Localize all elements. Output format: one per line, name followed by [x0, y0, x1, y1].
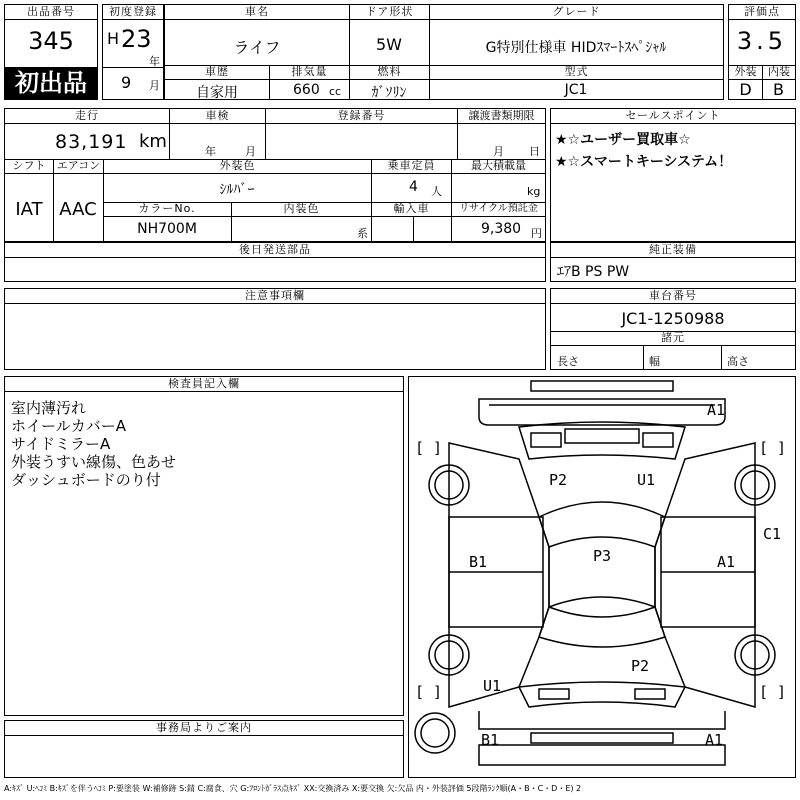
color-no-label: カラーNo.	[103, 202, 231, 217]
car-name-label: 車名	[165, 5, 349, 20]
damage-mark: U1	[483, 677, 502, 695]
shift-value: IAT	[15, 199, 43, 220]
genuine-equipment-value: ｴｱB PS PW	[557, 264, 630, 280]
grade-label: グレード	[429, 5, 723, 20]
damage-mark: A1	[707, 401, 726, 419]
height-label: 高さ	[727, 355, 749, 368]
inspector-line: ホイールカバーA	[11, 417, 126, 435]
ac-label: エアコン	[53, 159, 103, 174]
history-value: 自家用	[196, 85, 238, 101]
int-color-label: 内装色	[231, 202, 371, 217]
office-label: 事務局よりご案内	[5, 721, 403, 736]
damage-mark: C1	[763, 525, 782, 543]
reg-month-unit: 月	[149, 79, 160, 92]
inspector-line: サイドミラーA	[11, 435, 111, 453]
displacement-value: 660	[293, 82, 320, 98]
recycle-unit: 円	[531, 227, 542, 240]
inspection-label: 車検	[169, 109, 265, 124]
notes-box	[4, 288, 546, 370]
recycle-label: リサイクル預託金	[451, 202, 545, 217]
genuine-equipment-box	[550, 242, 796, 282]
chassis-box	[550, 288, 796, 370]
door-label: ドア形状	[349, 5, 429, 20]
inspector-line: 外装うすい線傷、色あせ	[11, 453, 177, 471]
chassis-label: 車台番号	[551, 289, 795, 304]
bracket-mark: [ ]	[759, 439, 787, 457]
mileage-value: 83,191	[55, 131, 128, 153]
inspector-label: 検査員記入欄	[5, 377, 403, 392]
interior-value: B	[773, 80, 784, 99]
recycle-value: 9,380	[481, 221, 522, 237]
damage-mark: P2	[631, 657, 650, 675]
score-value: 3.5	[736, 27, 788, 55]
reg-month: 9	[121, 73, 132, 92]
bracket-mark: [ ]	[415, 683, 443, 701]
history-label: 車歴	[165, 65, 269, 80]
damage-mark: P2	[549, 471, 568, 489]
capacity-unit: 人	[431, 185, 442, 198]
exterior-label: 外装	[729, 65, 762, 80]
length-label: 長さ	[557, 355, 579, 368]
lot-number-box	[4, 4, 98, 100]
later-parts-label: 後日発送部品	[5, 243, 545, 258]
interior-label: 内装	[762, 65, 795, 80]
capacity-value: 4	[409, 179, 418, 195]
sales-point-item: ★☆ユーザー買取車☆	[555, 132, 691, 148]
fuel-label: 燃料	[349, 65, 429, 80]
inspector-line: ダッシュボードのり付	[11, 471, 161, 489]
width-label: 幅	[649, 355, 660, 368]
mileage-unit: km	[139, 131, 167, 152]
inspector-line: 室内薄汚れ	[11, 399, 87, 417]
model-value: JC1	[564, 82, 588, 98]
door-value: 5W	[376, 35, 402, 54]
lot-number-value: 345	[28, 27, 74, 55]
import-label: 輸入車	[371, 202, 451, 217]
car-name-value: ライフ	[233, 38, 281, 57]
reg-year-unit: 年	[149, 55, 160, 68]
capacity-label: 乗車定員	[371, 159, 451, 174]
exterior-value: D	[739, 80, 752, 99]
damage-mark: B1	[481, 731, 500, 749]
chassis-value: JC1-1250988	[621, 309, 725, 328]
bracket-mark: [ ]	[759, 683, 787, 701]
legend-text: A:ｷｽﾞ U:ﾍｺﾐ B:ｷｽﾞを伴うﾍｺﾐ P:要塗装 W:補修跡 S:錆 C:腐食、穴 G:ﾌﾛﾝﾄｶﾞﾗｽ点ｷｽﾞ XX:交換済み X:要交換 欠:欠品 内・外装評価 5段階ﾗﾝｸ順(A・B・C・D・E) 2	[4, 784, 582, 793]
later-parts-box	[4, 242, 546, 282]
transfer-day-unit: 日	[529, 145, 540, 158]
genuine-equipment-label: 純正装備	[551, 243, 795, 258]
int-color-unit: 系	[357, 227, 368, 240]
main-info-box	[164, 4, 724, 100]
ext-color-label: 外装色	[103, 159, 371, 174]
displacement-label: 排気量	[269, 65, 349, 80]
transfer-label: 譲渡書類期限	[457, 109, 545, 124]
damage-mark: U1	[637, 471, 656, 489]
displacement-unit: cc	[329, 85, 342, 98]
first-listing-badge: 初出品	[5, 67, 97, 99]
damage-mark: B1	[469, 553, 488, 571]
inspector-box	[4, 376, 404, 716]
damage-mark: P3	[593, 547, 612, 565]
sales-points-label: セールスポイント	[551, 109, 795, 124]
grade-value: G特別仕様車 HIDｽﾏｰﾄｽﾍﾟｼｬﾙ	[485, 40, 667, 56]
transfer-month-unit: 月	[493, 145, 504, 158]
sales-point-item: ★☆スマートキーシステム！	[555, 154, 733, 170]
score-box	[728, 4, 796, 100]
damage-mark: A1	[717, 553, 736, 571]
damage-diagram	[408, 376, 796, 778]
first-registration-box	[102, 4, 164, 100]
car-outline-drawing	[409, 377, 795, 777]
model-label: 型式	[429, 65, 723, 80]
fuel-value: ｶﾞｿﾘﾝ	[371, 85, 407, 101]
notes-label: 注意事項欄	[5, 289, 545, 304]
plate-label: 登録番号	[265, 109, 457, 124]
shift-label: シフト	[5, 159, 53, 174]
mileage-label: 走行	[5, 109, 169, 124]
office-box	[4, 720, 404, 778]
vehicle-detail-box	[4, 108, 546, 242]
max-load-label: 最大積載量	[451, 159, 545, 174]
ac-value: AAC	[59, 199, 97, 220]
sales-points-box	[550, 108, 796, 242]
inspection-year-unit: 年	[205, 145, 216, 158]
bracket-mark: [ ]	[415, 439, 443, 457]
max-load-unit: kg	[527, 185, 541, 198]
lot-number-label: 出品番号	[5, 5, 97, 20]
color-no-value: NH700M	[137, 221, 197, 237]
reg-era: H	[107, 29, 120, 48]
inspection-month-unit: 月	[245, 145, 256, 158]
score-label: 評価点	[729, 5, 795, 20]
ext-color-value: ｼﾙﾊﾞｰ	[219, 182, 255, 198]
damage-mark: A1	[705, 731, 724, 749]
first-registration-label: 初度登録	[103, 5, 163, 20]
spec-label: 諸元	[551, 331, 795, 346]
reg-year: 23	[121, 25, 152, 53]
